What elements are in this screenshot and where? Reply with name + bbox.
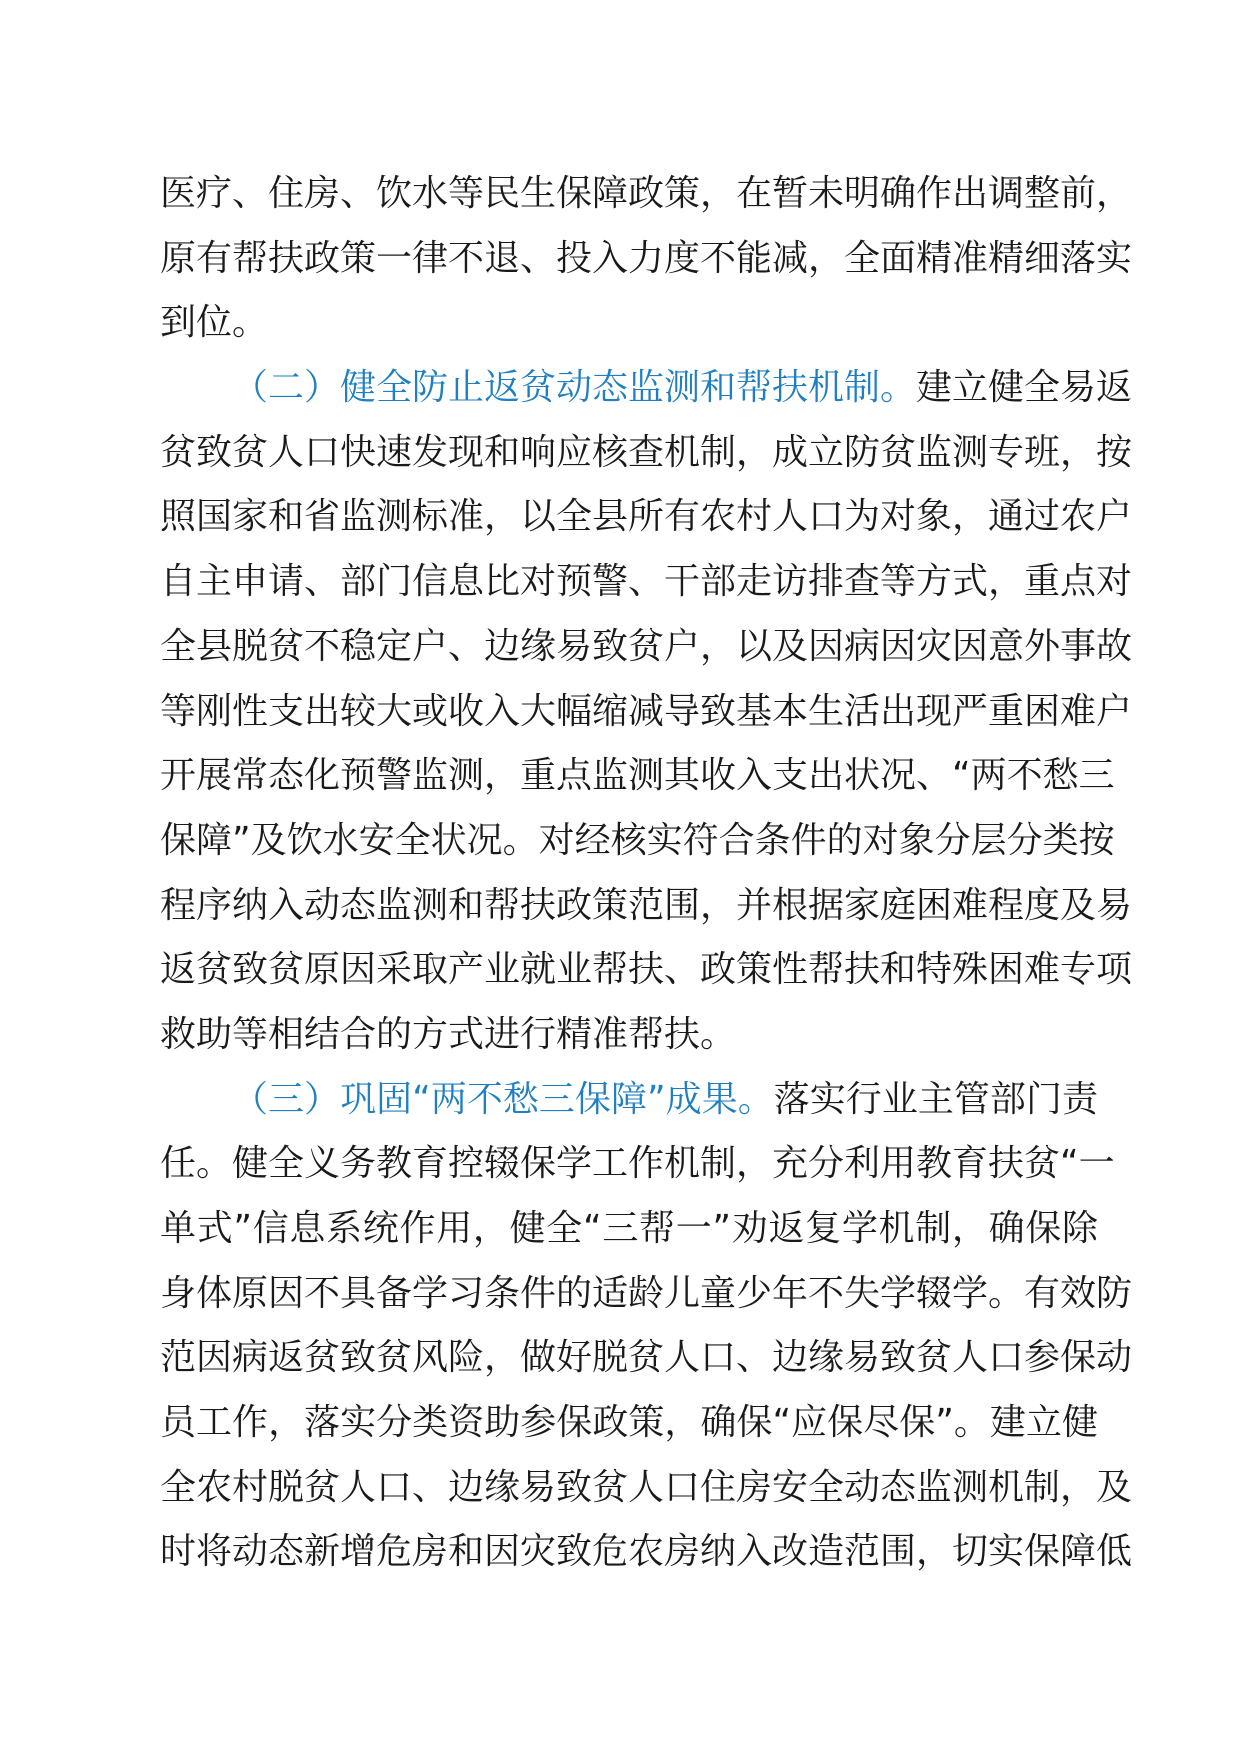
section-heading: （三）巩固“两不愁三保障”成果。	[232, 1078, 774, 1120]
text-line: 救助等相结合的方式进行精准帮扶。	[160, 1013, 737, 1055]
text-line: 自主申请、部门信息比对预警、干部走访排查等方式，重点对	[160, 561, 1133, 603]
paragraph-3	[160, 1068, 1133, 1586]
text-line: 单式”信息系统作用，健全“三帮一”劝返复学机制，确保除	[160, 1208, 1098, 1249]
text-line: 原有帮扶政策一律不退、投入力度不能减，全面精准精细落实	[160, 237, 1133, 279]
text-line: 开展常态化预警监测，重点监测其收入支出状况、“两不愁三	[160, 755, 1115, 797]
text-line: 全农村脱贫人口、边缘易致贫人口住房安全动态监测机制，及	[160, 1466, 1133, 1508]
text-line: 程序纳入动态监测和帮扶政策范围，并根据家庭困难程度及易	[160, 884, 1133, 926]
text-line: 到位。	[160, 302, 269, 344]
text-line: 全县脱贫不稳定户、边缘易致贫户，以及因病因灾因意外事故	[160, 625, 1133, 667]
paragraph-2	[160, 356, 1133, 1068]
text-line: 返贫致贫原因采取产业就业帮扶、政策性帮扶和特殊困难专项	[160, 949, 1133, 991]
text-line: 时将动态新增危房和因灾致危农房纳入改造范围，切实保障低	[160, 1531, 1133, 1573]
paragraph-first-line	[160, 1068, 1098, 1133]
text-line: 任。健全义务教育控辍保学工作机制，充分利用教育扶贫“一	[160, 1143, 1115, 1185]
text-run: 落实行业主管部门责	[773, 1078, 1098, 1120]
text-line: 贫致贫人口快速发现和响应核查机制，成立防贫监测专班，按	[160, 431, 1133, 473]
text-line: 医疗、住房、饮水等民生保障政策，在暂未明确作出调整前，	[160, 173, 1133, 214]
text-line: 范因病返贫致贫风险，做好脱贫人口、边缘易致贫人口参保动	[160, 1337, 1133, 1379]
document-page	[160, 162, 1133, 1585]
text-run: 建立健全易返	[916, 367, 1133, 409]
text-line: 身体原因不具备学习条件的适龄儿童少年不失学辍学。有效防	[160, 1272, 1133, 1314]
text-line: 保障”及饮水安全状况。对经核实符合条件的对象分层分类按	[160, 819, 1115, 861]
paragraph-first-line	[160, 356, 1133, 421]
paragraph-1	[160, 162, 1133, 356]
text-line: 员工作，落实分类资助参保政策，确保“应保尽保”。建立健	[160, 1402, 1098, 1444]
section-heading: （二）健全防止返贫动态监测和帮扶机制。	[232, 367, 917, 409]
text-line: 等刚性支出较大或收入大幅缩减导致基本生活出现严重困难户	[160, 690, 1133, 732]
text-line: 照国家和省监测标准，以全县所有农村人口为对象，通过农户	[160, 496, 1133, 538]
